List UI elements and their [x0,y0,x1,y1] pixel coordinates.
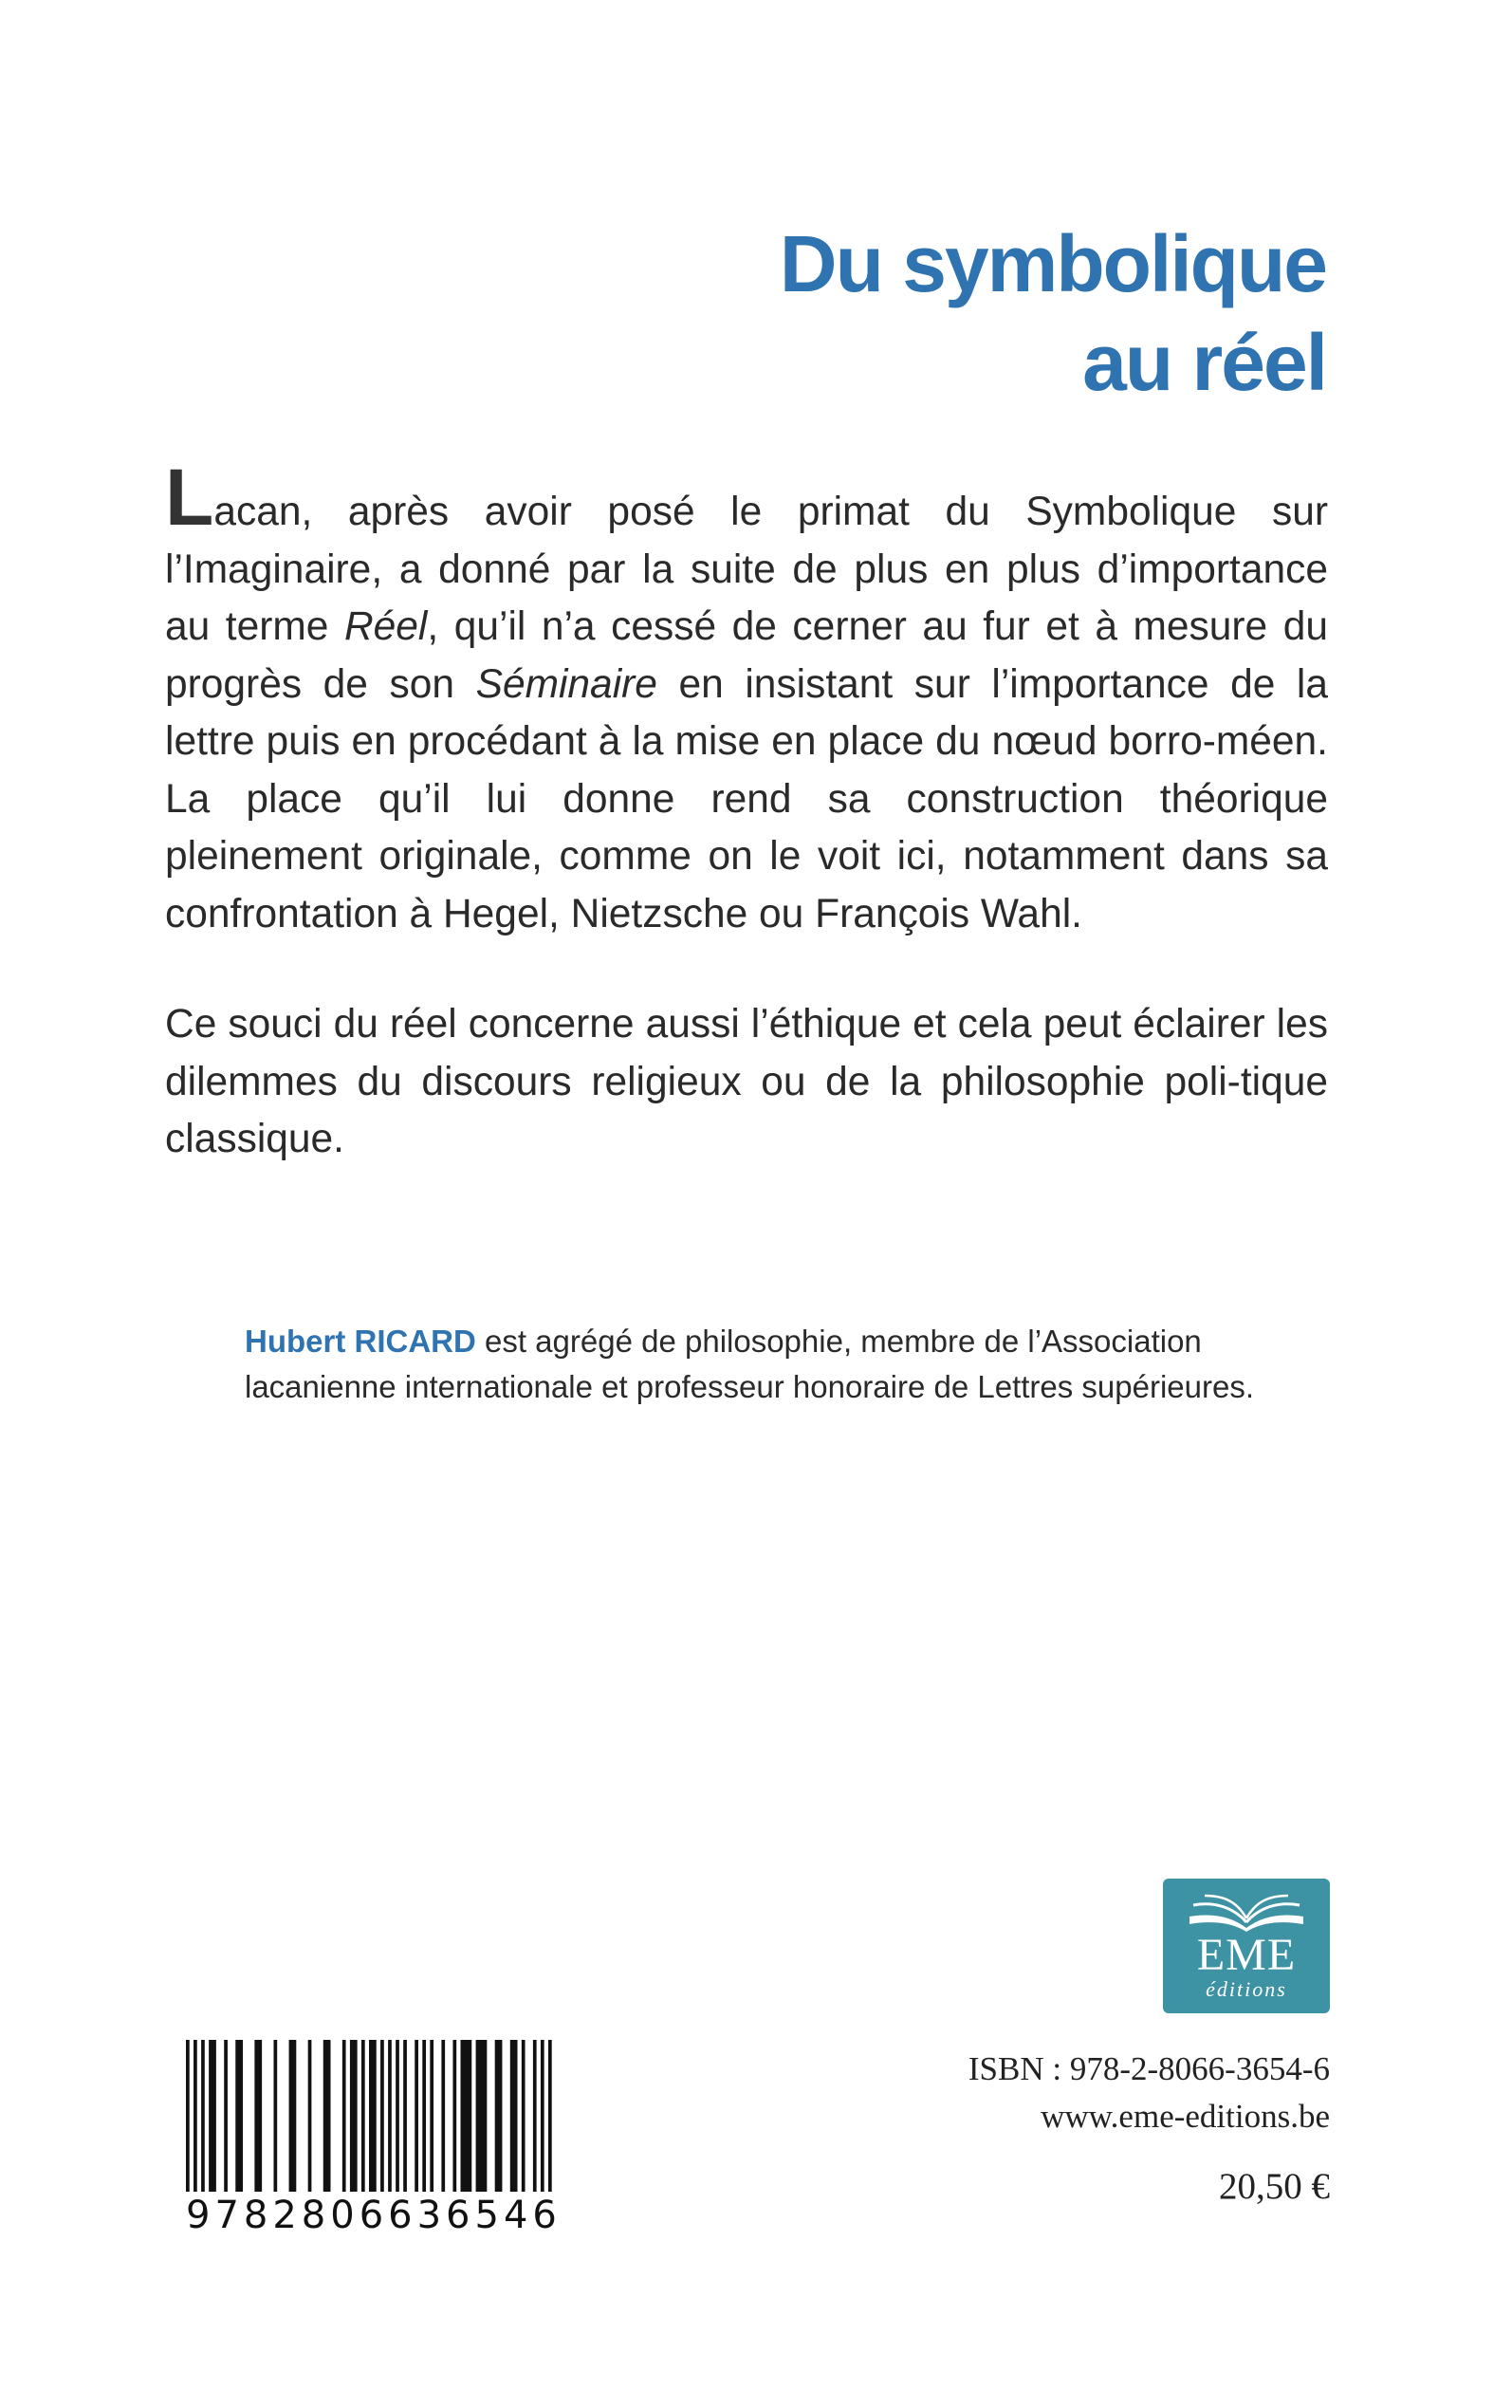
barcode-bar [476,2040,488,2192]
barcode-bar [369,2040,377,2192]
barcode-bar [273,2040,277,2192]
blurb-italic-term: Réel [343,604,428,649]
publisher-logo-name: EME [1196,1930,1297,1980]
barcode-bar [194,2040,197,2192]
barcode-bar [430,2040,433,2192]
blurb-text: , qu’il n’a cessé de cerner au fur et à mesure du progrès de son [165,604,1328,707]
barcode-bar [308,2040,312,2192]
barcode-bar [510,2040,518,2192]
barcode-bar [422,2040,426,2192]
barcode-bar [548,2040,552,2192]
blurb-italic-term: Séminaire [475,661,657,707]
book-title-line-2: au réel [1082,318,1326,408]
barcode-bar [209,2040,216,2192]
drop-cap: L [165,453,214,542]
barcode-bar [350,2040,358,2192]
barcode-bar [396,2040,399,2192]
isbn-barcode [186,2040,562,2239]
barcode-bar [186,2040,190,2192]
barcode-bar [541,2040,544,2192]
barcode-bar [342,2040,346,2192]
author-name: Hubert RICARD [245,1324,476,1359]
back-cover-blurb [165,453,1329,1169]
barcode-digits: 9782806636546 [186,2194,562,2237]
barcode-bar [403,2040,407,2192]
barcode-bars [186,2040,552,2192]
author-bio-text: est agrégé de philosophie, membre de l’Association lacanienne internationale et professeur honoraire de Lettres supérieures. [245,1324,1255,1404]
barcode-bar [201,2040,205,2192]
barcode-bar [452,2040,456,2192]
barcode-bar [415,2040,418,2192]
isbn-number: ISBN : 978-2-8066-3654-6 [968,2050,1330,2087]
blurb-paragraph-2 [165,996,1328,1169]
barcode-bar [461,2040,472,2192]
blurb-text: en insistant sur l’importance de la lettre puis en procédant à la mise en place du nœud borro [165,661,1329,764]
publisher-logo-subtitle: éditions [1206,1977,1287,2001]
barcode-bar [522,2040,526,2192]
barcode-bar [254,2040,262,2192]
barcode-bar [289,2040,297,2192]
book-price: 20,50 € [1219,2166,1330,2207]
barcode-bar [323,2040,331,2192]
publisher-logo [1163,1879,1330,2013]
blurb-text: acan, après avoir posé le primat du Symbolique sur l’Imaginaire, a donné par la suite de plus en plus d’importance au terme [165,490,1328,649]
barcode-bar [224,2040,228,2192]
barcode-bar [495,2040,503,2192]
author-bio [245,1319,1345,1410]
barcode-bar [441,2040,445,2192]
barcode-bar [388,2040,392,2192]
blurb-text: Ce souci du réel concerne aussi l’éthique et cela peut éclairer les dilemmes du discours religieux ou de la philosophie poli [165,1002,1328,1104]
book-title [780,214,1326,412]
blurb-text: tique classique. [165,1059,1328,1161]
publisher-website: www.eme-editions.be [1041,2098,1330,2135]
barcode-bar [380,2040,384,2192]
open-book-icon [1182,1892,1311,1934]
barcode-bar [235,2040,243,2192]
blurb-hyphen: - [1226,1059,1241,1104]
book-title-line-1: Du symbolique [779,219,1326,309]
publication-info [968,2046,1330,2140]
barcode-bar [533,2040,537,2192]
blurb-hyphen: - [1202,719,1216,764]
blurb-text: méen. La place qu’il lui donne rend sa construction théorique pleinement originale, comme on le voit ici, notamment dans sa confrontation à Hegel, Nietzsche ou François Wahl. [165,719,1328,936]
barcode-bar [361,2040,365,2192]
blurb-paragraph-1 [165,453,1329,943]
